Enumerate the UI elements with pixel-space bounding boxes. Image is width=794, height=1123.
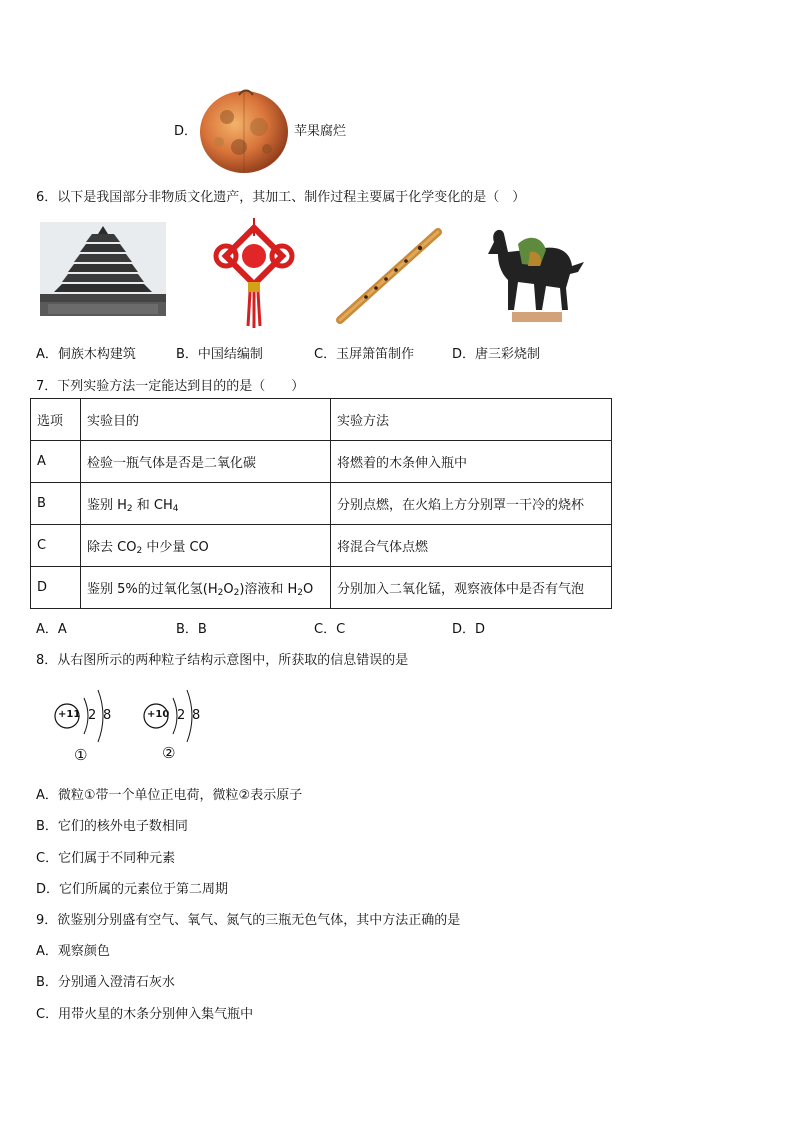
- header-option: 选项: [31, 399, 81, 441]
- row-method: 将燃着的木条伸入瓶中: [331, 441, 612, 483]
- q8-option-c: C．它们属于不同种元素: [36, 851, 176, 866]
- q7-stem: 7．下列实验方法一定能达到目的的是（ ）: [36, 379, 305, 394]
- q9-option-b: B．分别通入澄清石灰水: [36, 975, 175, 990]
- row-method: 将混合气体点燃: [331, 525, 612, 567]
- q9-stem: 9．欲鉴别分别盛有空气、氧气、氮气的三瓶无色气体，其中方法正确的是: [36, 913, 461, 928]
- q6-option-a: A．侗族木构建筑: [36, 347, 136, 362]
- table-header-row: [31, 399, 612, 441]
- particle2-shell1: 2: [177, 708, 186, 723]
- row-purpose: 除去 $CO_2$ 中少量 CO: [81, 525, 331, 567]
- table-row: [31, 567, 612, 609]
- q8-stem: 8．从右图所示的两种粒子结构示意图中，所获取的信息错误的是: [36, 653, 409, 668]
- row-purpose: 鉴别 $H_2$ 和 $CH_4$: [81, 483, 331, 525]
- table-row: [31, 483, 612, 525]
- q6-option-b: B．中国结编制: [176, 347, 263, 362]
- row-option: D: [31, 567, 81, 609]
- particle1-shell1: 2: [88, 708, 97, 723]
- row-method: 分别加入二氧化锰，观察液体中是否有气泡: [331, 567, 612, 609]
- particle2-nucleus: +10: [147, 709, 170, 720]
- tang-sancai-horse-image: [474, 222, 590, 326]
- row-option: A: [31, 441, 81, 483]
- chinese-knot-image: [204, 218, 304, 330]
- particle1-shell2: 8: [103, 708, 112, 723]
- q7-table: [30, 398, 612, 609]
- q9-option-a: A．观察颜色: [36, 944, 110, 959]
- q7-answer-b: B．B: [176, 622, 207, 637]
- particle1-nucleus: +11: [58, 709, 81, 720]
- particle2-shell2: 8: [192, 708, 201, 723]
- q7-answer-a: A．A: [36, 622, 67, 637]
- table-row: [31, 525, 612, 567]
- row-option: B: [31, 483, 81, 525]
- row-purpose: 检验一瓶气体是否是二氧化碳: [81, 441, 331, 483]
- row-option: C: [31, 525, 81, 567]
- rotten-apple-image: [197, 87, 291, 174]
- header-purpose: 实验目的: [81, 399, 331, 441]
- q6-stem: 6．以下是我国部分非物质文化遗产，其加工、制作过程主要属于化学变化的是（ ）: [36, 190, 526, 205]
- bamboo-flute-image: [336, 226, 442, 326]
- q5-option-d-label: D．: [174, 124, 198, 139]
- q9-option-c: C．用带火星的木条分别伸入集气瓶中: [36, 1007, 254, 1022]
- q7-answer-d: D．D: [452, 622, 486, 637]
- q6-option-d: D．唐三彩烧制: [452, 347, 541, 362]
- particle1-tag: ①: [74, 746, 88, 764]
- header-method: 实验方法: [331, 399, 612, 441]
- table-row: [31, 441, 612, 483]
- q8-option-d: D．它们所属的元素位于第二周期: [36, 882, 229, 897]
- wooden-tower-image: [40, 222, 166, 316]
- q7-answer-c: C．C: [314, 622, 346, 637]
- row-method: 分别点燃，在火焰上方分别罩一干冷的烧杯: [331, 483, 612, 525]
- q6-option-c: C．玉屏箫笛制作: [314, 347, 415, 362]
- q8-option-a: A．微粒①带一个单位正电荷，微粒②表示原子: [36, 788, 303, 803]
- q5-option-d-text: 苹果腐烂: [294, 124, 347, 139]
- row-purpose: 鉴别 5%的过氧化氢$(H_2O_2)$溶液和 $H_2O$: [81, 567, 331, 609]
- particle2-tag: ②: [162, 744, 176, 762]
- particle-structure-diagram: [50, 686, 230, 770]
- q8-option-b: B．它们的核外电子数相同: [36, 819, 188, 834]
